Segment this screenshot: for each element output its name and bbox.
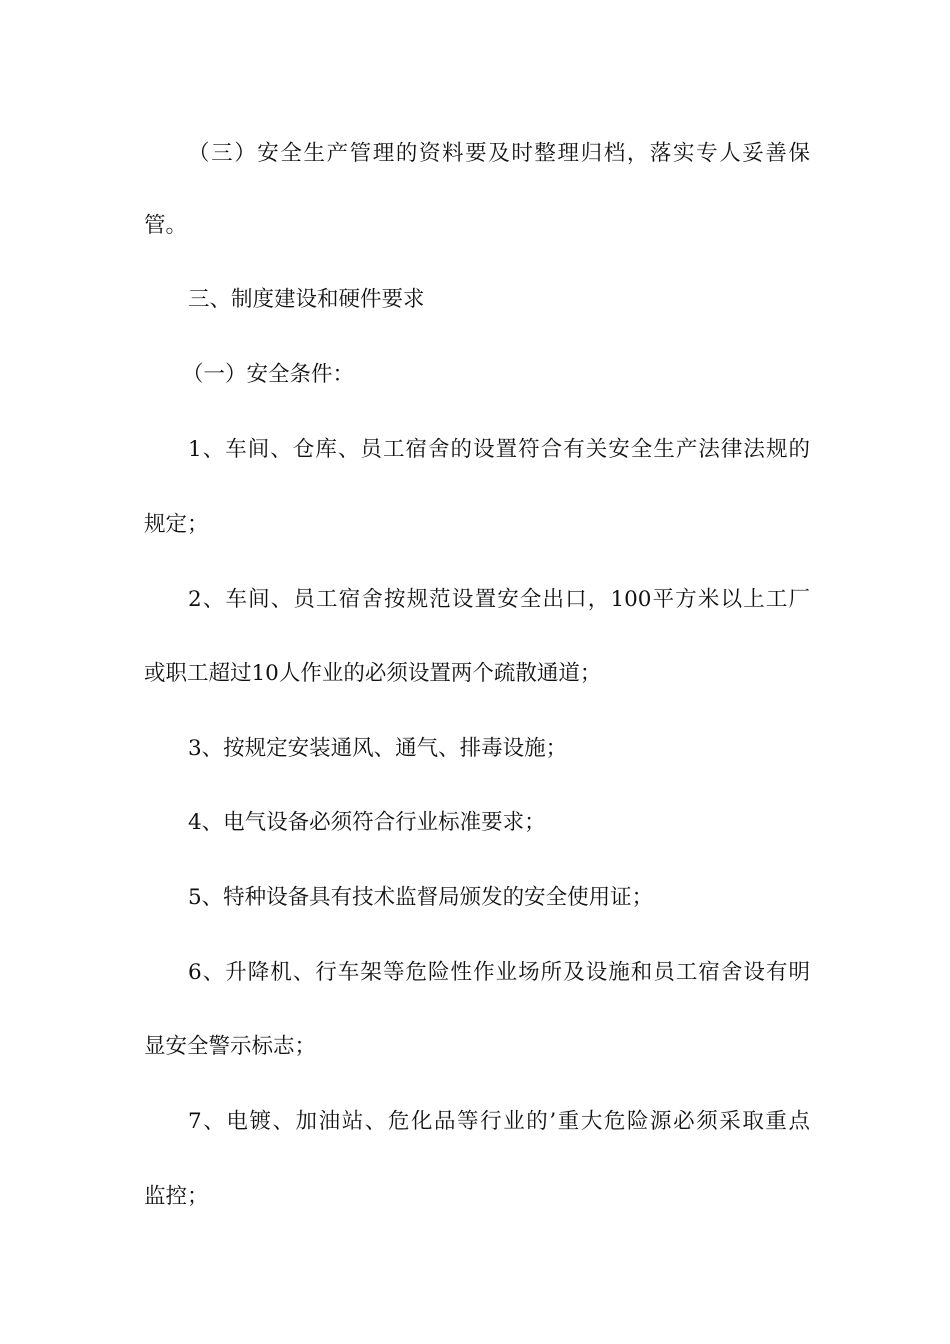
section-heading: 三、制度建设和硬件要求: [188, 287, 425, 312]
paragraph-line: 监控；: [144, 1184, 209, 1209]
paragraph-line: 2、车间、员工宿舍按规范设置安全出口，100平方米以上工厂: [188, 587, 810, 612]
paragraph-line: 管。: [144, 213, 188, 238]
paragraph-line: 6、升降机、行车架等危险性作业场所及设施和员工宿舍设有明: [188, 960, 810, 985]
paragraph-line: 或职工超过10人作业的必须设置两个疏散通道；: [144, 661, 602, 686]
paragraph-line: 7、电镀、加油站、危化品等行业的’重大危险源必须采取重点: [188, 1109, 810, 1134]
paragraph-line: 3、按规定安装通风、通气、排毒设施；: [188, 736, 568, 761]
subsection-heading: （一）安全条件：: [182, 362, 355, 387]
paragraph-line: 5、特种设备具有技术监督局颁发的安全使用证；: [188, 885, 654, 910]
paragraph-line: 规定；: [144, 512, 209, 537]
paragraph-line: 显安全警示标志；: [144, 1034, 317, 1059]
paragraph-line: （三）安全生产管理的资料要及时整理归档，落实专人妥善保: [188, 141, 810, 166]
paragraph-line: 4、电气设备必须符合行业标准要求；: [188, 810, 546, 835]
paragraph-line: 1、车间、仓库、员工宿舍的设置符合有关安全生产法律法规的: [188, 437, 810, 462]
